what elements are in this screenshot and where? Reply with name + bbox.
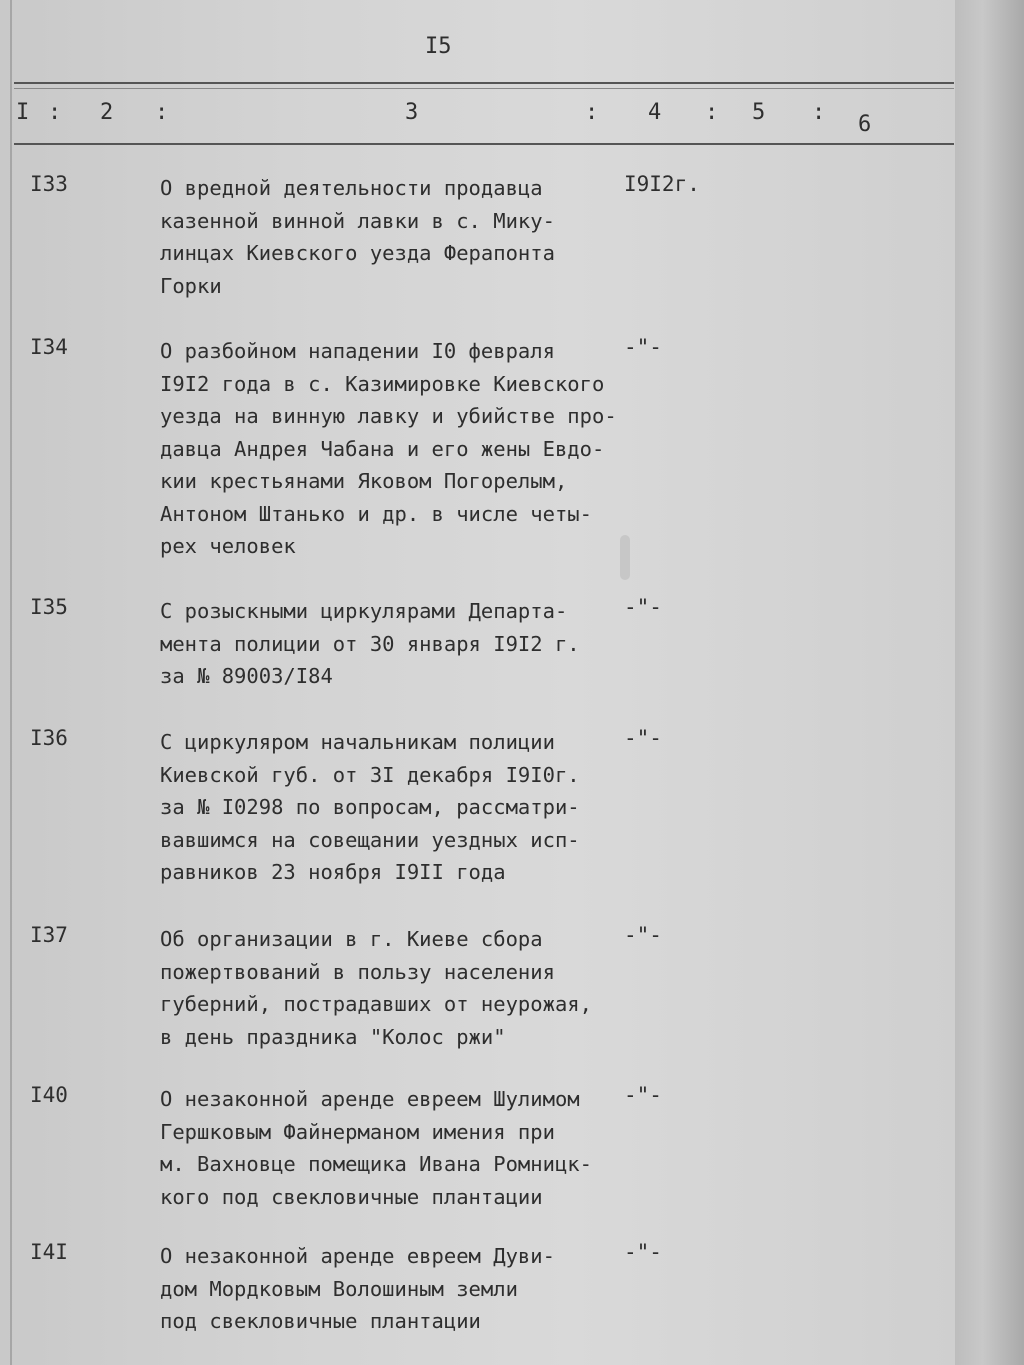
entry-number: I35 bbox=[30, 595, 68, 619]
entry-line: линцах Киевского уезда Ферапонта bbox=[160, 241, 555, 265]
column-header-3: 3 bbox=[405, 100, 419, 125]
entry-title bbox=[160, 595, 630, 693]
entry-line: С розыскными циркулярами Департа- bbox=[160, 599, 568, 623]
entry-date: -"- bbox=[624, 335, 662, 359]
entry-number: I40 bbox=[30, 1083, 68, 1107]
entry-line: пожертвований в пользу населения bbox=[160, 959, 555, 984]
entry-date: I9I2г. bbox=[624, 172, 700, 196]
entry-line: О незаконной аренде евреем Шулимом bbox=[160, 1087, 580, 1111]
entry-line: кого под свекловичные плантации bbox=[160, 1184, 543, 1209]
entry-line: Киевской губ. от 3I декабря I9I0г. bbox=[160, 762, 580, 787]
entry-date: -"- bbox=[624, 595, 662, 619]
entry-line: вавшимся на совещании уездных исп- bbox=[160, 827, 580, 852]
entry-line: Об организации в г. Киеве сбора bbox=[160, 927, 543, 951]
column-header-sep: : bbox=[48, 100, 62, 125]
entry-line: за № 89003/I84 bbox=[160, 664, 333, 688]
header-rule-top bbox=[14, 82, 954, 84]
header-rule-bottom bbox=[14, 143, 954, 145]
entry-date: -"- bbox=[624, 1083, 662, 1107]
entry-title bbox=[160, 335, 630, 563]
column-header-sep: : bbox=[705, 100, 719, 125]
entry-number: I34 bbox=[30, 335, 68, 359]
header-rule-top-2 bbox=[14, 88, 954, 89]
entry-line: О вредной деятельности продавца bbox=[160, 176, 543, 200]
entry-line: за № I0298 по вопросам, рассматри- bbox=[160, 795, 580, 819]
entry-line: в день праздника "Колос ржи" bbox=[160, 1024, 506, 1049]
entry-date: -"- bbox=[624, 726, 662, 750]
entry-line: I9I2 года в с. Казимировке Киевского bbox=[160, 371, 605, 396]
entry-line: под свекловичные плантации bbox=[160, 1309, 481, 1333]
column-header-5: 5 bbox=[752, 100, 766, 125]
entry-line: Гершковым Файнерманом имения при bbox=[160, 1119, 555, 1144]
entry-line: кии крестьянами Яковом Погорелым, bbox=[160, 469, 568, 493]
entry-line: дом Мордковым Волошиным земли bbox=[160, 1276, 518, 1301]
paper-stain bbox=[620, 535, 630, 580]
entry-line: рех человек bbox=[160, 534, 296, 558]
column-header-4: 4 bbox=[648, 100, 662, 125]
entry-line: равников 23 ноября I9II года bbox=[160, 860, 506, 884]
column-header-sep: : bbox=[585, 100, 599, 125]
page-edge-line bbox=[10, 0, 12, 1365]
entry-number: I4I bbox=[30, 1240, 68, 1264]
entry-line: давца Андрея Чабана и его жены Евдо- bbox=[160, 436, 605, 461]
entry-line: мента полиции от 30 января I9I2 г. bbox=[160, 631, 580, 656]
entry-date: -"- bbox=[624, 1240, 662, 1264]
entry-line: О незаконной аренде евреем Дуви- bbox=[160, 1244, 555, 1268]
entry-title bbox=[160, 1083, 630, 1213]
entry-line: Антоном Штанько и др. в числе четы- bbox=[160, 501, 592, 526]
page-number: I5 bbox=[425, 34, 452, 59]
entry-line: казенной винной лавки в с. Мику- bbox=[160, 208, 555, 233]
entry-title bbox=[160, 726, 630, 889]
column-header-6: 6 bbox=[858, 112, 872, 137]
entry-number: I36 bbox=[30, 726, 68, 750]
entry-title bbox=[160, 172, 630, 302]
entry-date: -"- bbox=[624, 923, 662, 947]
entry-line: С циркуляром начальникам полиции bbox=[160, 730, 555, 754]
entry-line: м. Вахновце помещика Ивана Ромницк- bbox=[160, 1152, 592, 1176]
entry-line: Горки bbox=[160, 273, 222, 298]
column-header-sep: : bbox=[155, 100, 169, 125]
entry-line: уезда на винную лавку и убийстве про- bbox=[160, 404, 617, 428]
column-header-2: 2 bbox=[100, 100, 114, 125]
column-header-1: I bbox=[16, 100, 30, 125]
entry-title bbox=[160, 1240, 630, 1338]
entry-line: губерний, пострадавших от неурожая, bbox=[160, 992, 592, 1016]
underlying-page bbox=[955, 0, 1024, 1365]
entry-number: I37 bbox=[30, 923, 68, 947]
entry-number: I33 bbox=[30, 172, 68, 196]
entry-title bbox=[160, 923, 630, 1053]
column-header-sep: : bbox=[812, 100, 826, 125]
entry-line: О разбойном нападении I0 февраля bbox=[160, 339, 555, 363]
